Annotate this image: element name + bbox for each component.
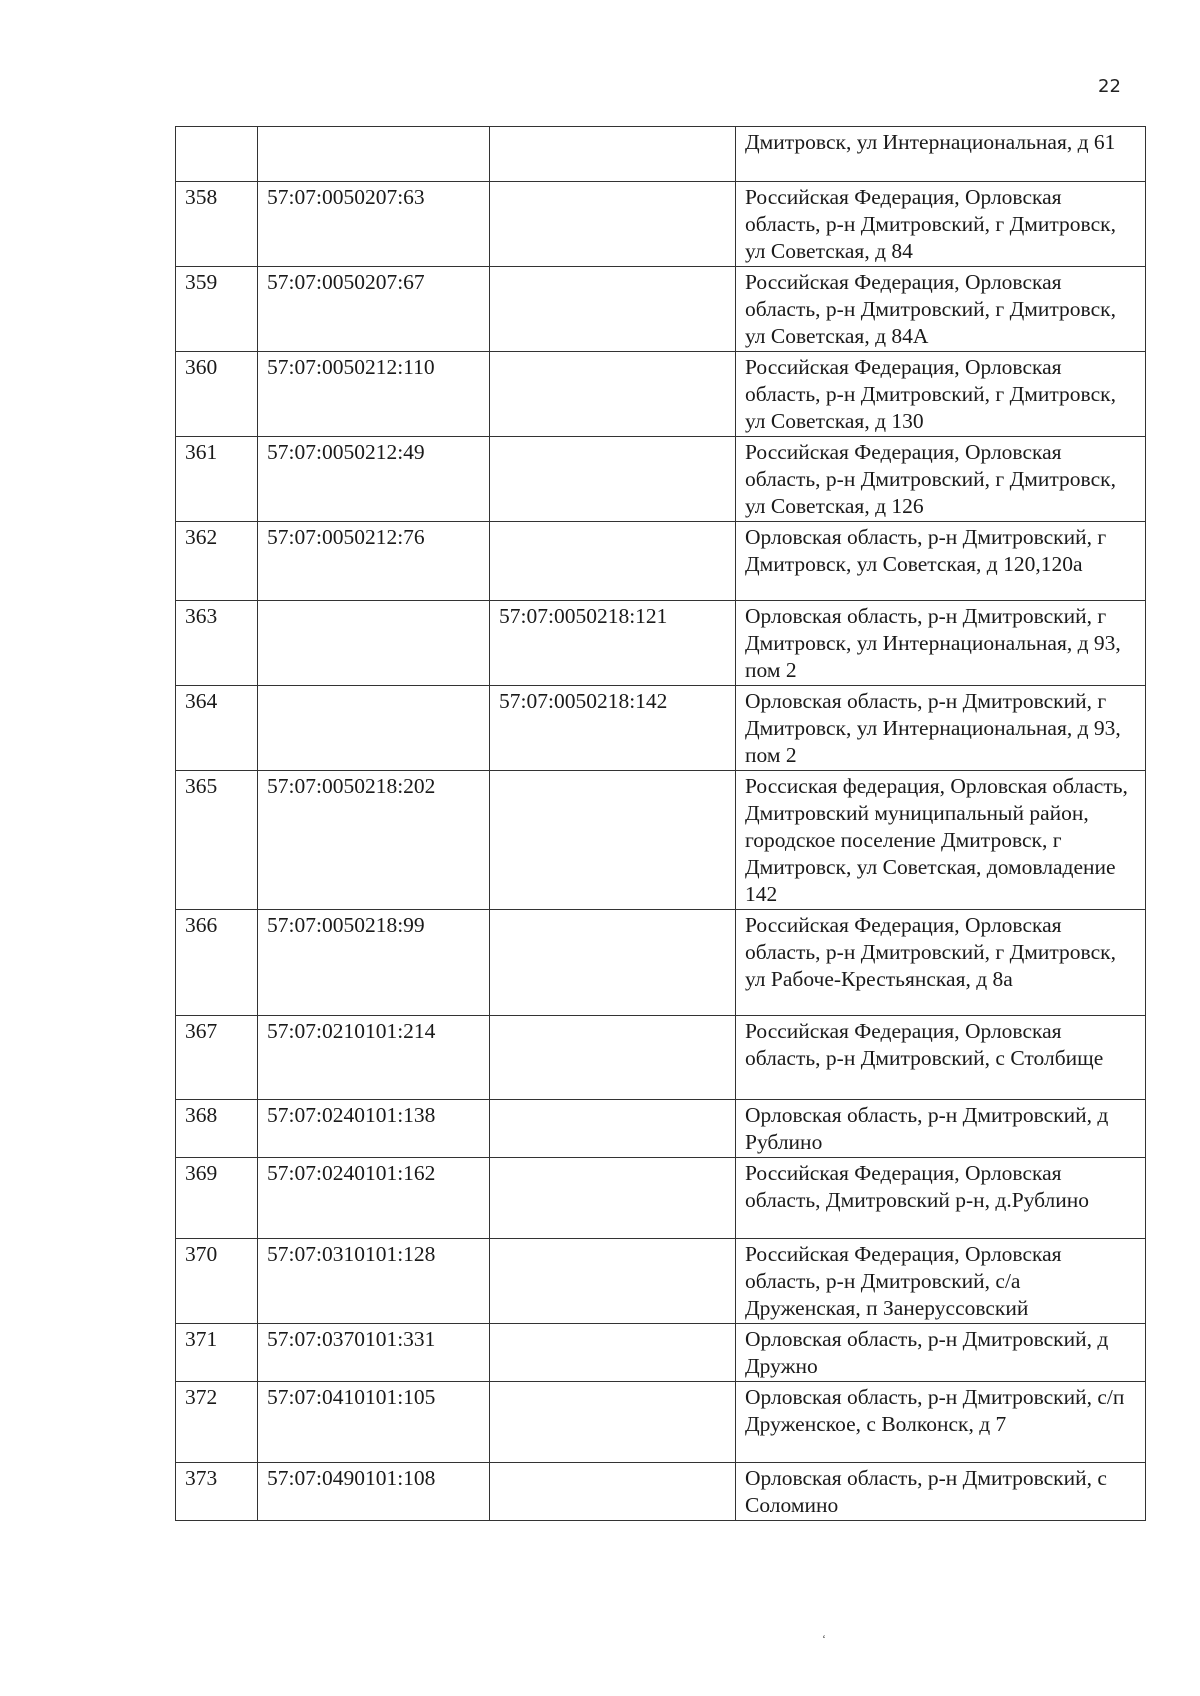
address-cell: Орловская область, р-н Дмитровский, д Рублино: [736, 1100, 1146, 1158]
row-number-cell: 359: [176, 267, 258, 352]
cadastral-number-cell: 57:07:0050207:67: [258, 267, 490, 352]
premises-cadastral-number-cell: [490, 267, 736, 352]
table-row: [176, 1100, 1146, 1158]
address-cell: Российская Федерация, Орловская область, р-н Дмитровский, г Дмитровск, ул Советская, д 84А: [736, 267, 1146, 352]
address-cell: Российская Федерация, Орловская область, р-н Дмитровский, г Дмитровск, ул Советская, д 126: [736, 437, 1146, 522]
premises-cadastral-number-cell: [490, 182, 736, 267]
row-number-cell: 363: [176, 601, 258, 686]
table-row: [176, 601, 1146, 686]
table-row: [176, 1382, 1146, 1463]
premises-cadastral-number-cell: [490, 127, 736, 182]
row-number-cell: 371: [176, 1324, 258, 1382]
row-number-cell: 368: [176, 1100, 258, 1158]
row-number-cell: 372: [176, 1382, 258, 1463]
premises-cadastral-number-cell: [490, 910, 736, 1016]
cadastral-number-cell: 57:07:0240101:138: [258, 1100, 490, 1158]
address-cell: Российская Федерация, Орловская область, р-н Дмитровский, с Столбище: [736, 1016, 1146, 1100]
registry-table: [175, 126, 1146, 1521]
premises-cadastral-number-cell: [490, 1239, 736, 1324]
table-row: [176, 1324, 1146, 1382]
cadastral-number-cell: 57:07:0050218:99: [258, 910, 490, 1016]
page-number: 22: [1098, 76, 1121, 97]
address-cell: Орловская область, р-н Дмитровский, д Дружно: [736, 1324, 1146, 1382]
cadastral-number-cell: 57:07:0050212:49: [258, 437, 490, 522]
cadastral-number-cell: [258, 601, 490, 686]
cadastral-number-cell: 57:07:0370101:331: [258, 1324, 490, 1382]
table-row: [176, 182, 1146, 267]
premises-cadastral-number-cell: [490, 1158, 736, 1239]
address-cell: Орловская область, р-н Дмитровский, г Дмитровск, ул Советская, д 120,120а: [736, 522, 1146, 601]
cadastral-number-cell: 57:07:0210101:214: [258, 1016, 490, 1100]
premises-cadastral-number-cell: [490, 1016, 736, 1100]
scan-mark: ‘: [822, 1632, 826, 1646]
premises-cadastral-number-cell: [490, 1382, 736, 1463]
row-number-cell: 362: [176, 522, 258, 601]
table-row: [176, 1463, 1146, 1521]
cadastral-number-cell: [258, 127, 490, 182]
row-number-cell: 358: [176, 182, 258, 267]
cadastral-number-cell: 57:07:0310101:128: [258, 1239, 490, 1324]
table-row: [176, 1239, 1146, 1324]
premises-cadastral-number-cell: 57:07:0050218:121: [490, 601, 736, 686]
address-cell: Дмитровск, ул Интернациональная, д 61: [736, 127, 1146, 182]
row-number-cell: 361: [176, 437, 258, 522]
premises-cadastral-number-cell: [490, 1324, 736, 1382]
premises-cadastral-number-cell: [490, 1463, 736, 1521]
cadastral-number-cell: 57:07:0240101:162: [258, 1158, 490, 1239]
premises-cadastral-number-cell: 57:07:0050218:142: [490, 686, 736, 771]
registry-table-body: [176, 127, 1146, 1521]
table-row: [176, 910, 1146, 1016]
cadastral-number-cell: 57:07:0050212:110: [258, 352, 490, 437]
table-row: [176, 522, 1146, 601]
row-number-cell: 360: [176, 352, 258, 437]
table-row: [176, 437, 1146, 522]
row-number-cell: [176, 127, 258, 182]
cadastral-number-cell: 57:07:0050207:63: [258, 182, 490, 267]
table-row: [176, 1158, 1146, 1239]
premises-cadastral-number-cell: [490, 352, 736, 437]
row-number-cell: 373: [176, 1463, 258, 1521]
premises-cadastral-number-cell: [490, 1100, 736, 1158]
row-number-cell: 365: [176, 771, 258, 910]
address-cell: Россиская федерация, Орловская область, Дмитровский муниципальный район, городское поселение Дмитровск, г Дмитровск, ул Советская, домовладение 142: [736, 771, 1146, 910]
address-cell: Российская Федерация, Орловская область, р-н Дмитровский, г Дмитровск, ул Рабоче-Крестьянская, д 8а: [736, 910, 1146, 1016]
table-row: [176, 1016, 1146, 1100]
premises-cadastral-number-cell: [490, 771, 736, 910]
address-cell: Орловская область, р-н Дмитровский, г Дмитровск, ул Интернациональная, д 93, пом 2: [736, 686, 1146, 771]
address-cell: Российская Федерация, Орловская область, р-н Дмитровский, с/а Друженская, п Занеруссовский: [736, 1239, 1146, 1324]
table-row: [176, 352, 1146, 437]
row-number-cell: 366: [176, 910, 258, 1016]
row-number-cell: 369: [176, 1158, 258, 1239]
table-row: [176, 771, 1146, 910]
cadastral-number-cell: 57:07:0490101:108: [258, 1463, 490, 1521]
row-number-cell: 367: [176, 1016, 258, 1100]
table-row: [176, 267, 1146, 352]
premises-cadastral-number-cell: [490, 437, 736, 522]
row-number-cell: 364: [176, 686, 258, 771]
address-cell: Российская Федерация, Орловская область, р-н Дмитровский, г Дмитровск, ул Советская, д 130: [736, 352, 1146, 437]
cadastral-number-cell: 57:07:0410101:105: [258, 1382, 490, 1463]
address-cell: Орловская область, р-н Дмитровский, г Дмитровск, ул Интернациональная, д 93, пом 2: [736, 601, 1146, 686]
premises-cadastral-number-cell: [490, 522, 736, 601]
table-row: [176, 127, 1146, 182]
table-row: [176, 686, 1146, 771]
address-cell: Российская Федерация, Орловская область, Дмитровский р-н, д.Рублино: [736, 1158, 1146, 1239]
address-cell: Российская Федерация, Орловская область, р-н Дмитровский, г Дмитровск, ул Советская, д 84: [736, 182, 1146, 267]
cadastral-number-cell: 57:07:0050218:202: [258, 771, 490, 910]
address-cell: Орловская область, р-н Дмитровский, с/п Друженское, с Волконск, д 7: [736, 1382, 1146, 1463]
address-cell: Орловская область, р-н Дмитровский, с Соломино: [736, 1463, 1146, 1521]
row-number-cell: 370: [176, 1239, 258, 1324]
cadastral-number-cell: [258, 686, 490, 771]
cadastral-number-cell: 57:07:0050212:76: [258, 522, 490, 601]
